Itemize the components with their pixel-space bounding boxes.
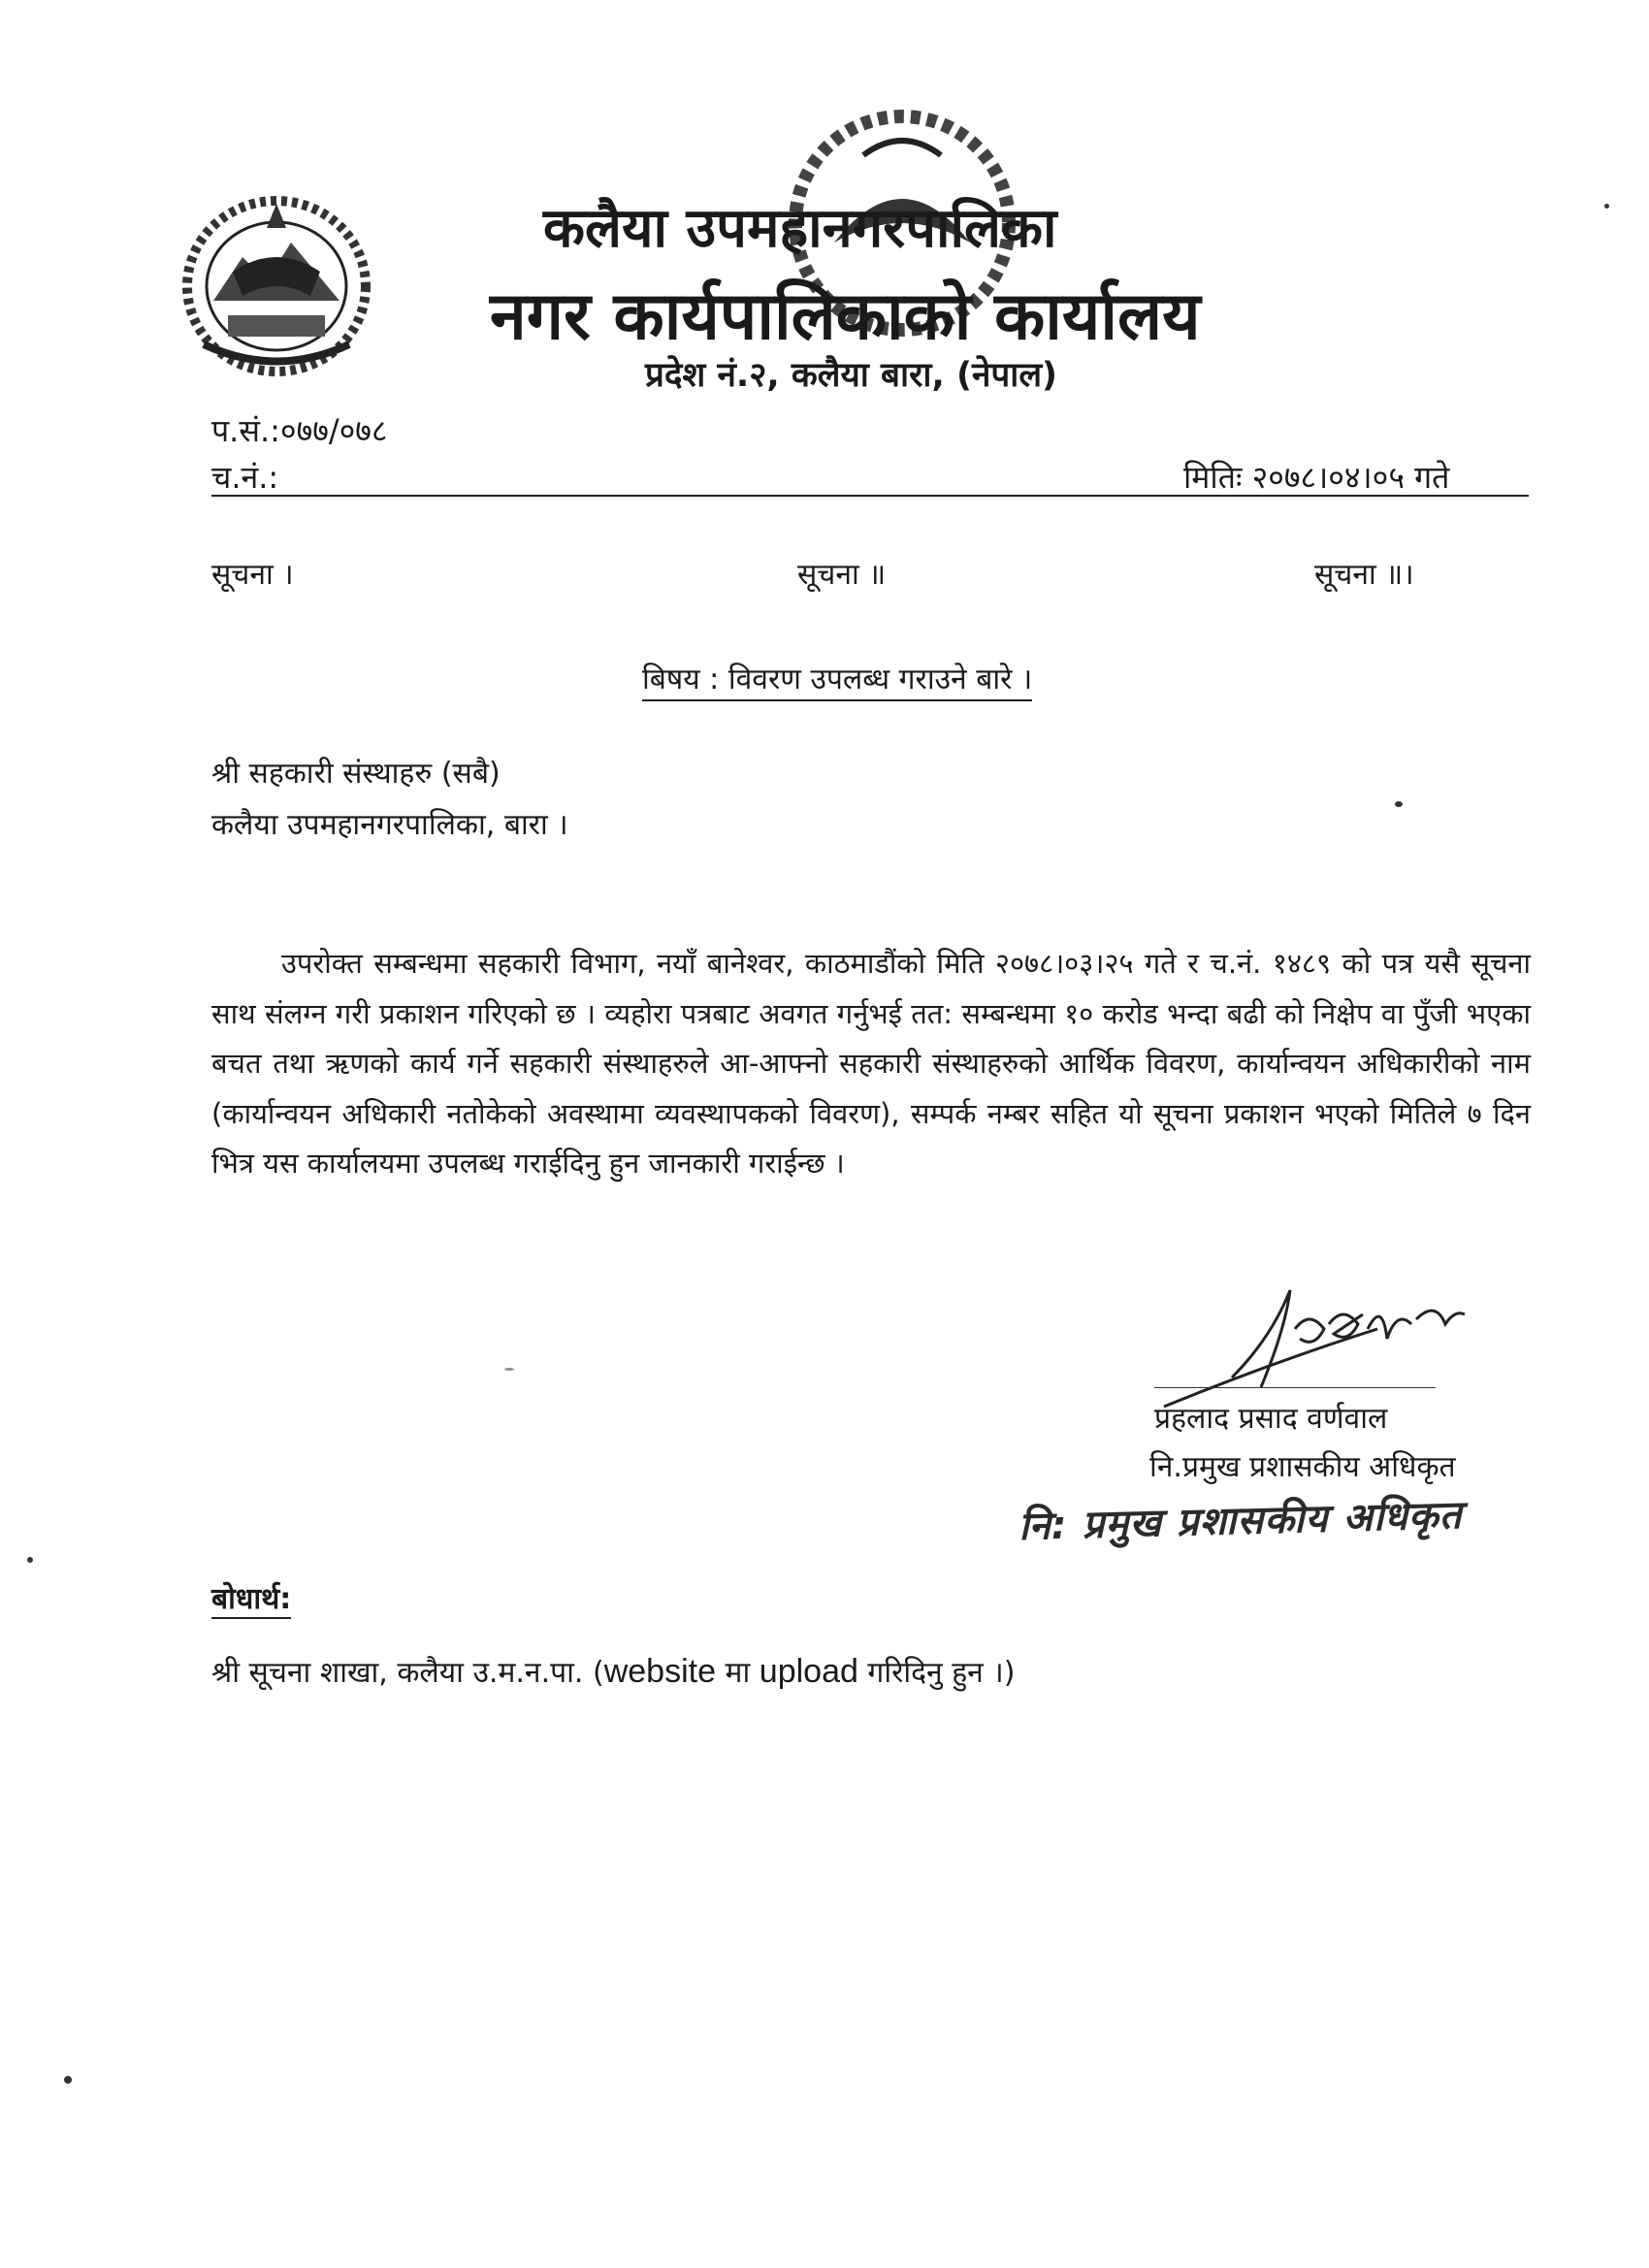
recipient-line-1: श्री सहकारी संस्थाहरु (सबै) — [211, 757, 501, 791]
designation-stamp: नि: प्रमुख प्रशासकीय अधिकृत — [1018, 1493, 1464, 1549]
cc-recipient-line — [211, 1651, 1015, 1691]
cc-mid: मा — [715, 1656, 760, 1690]
header-divider — [211, 495, 1529, 497]
notice-label-1: सूचना । — [211, 558, 294, 592]
cc-prefix: श्री सूचना शाखा, कलैया उ.म.न.पा. ( — [211, 1656, 604, 1690]
cc-suffix: गरिदिनु हुन ।) — [857, 1656, 1016, 1690]
scan-speck — [27, 1557, 33, 1563]
scan-speck — [504, 1368, 514, 1371]
notice-label-2: सूचना ॥ — [797, 558, 887, 592]
signer-name: प्रहलाद प्रसाद वर्णवाल — [1154, 1402, 1388, 1436]
municipality-heading: कलैया उपमहानगरपालिका — [543, 197, 1057, 260]
letter-subject: बिषय : विवरण उपलब्ध गराउने बारे । — [642, 658, 1032, 701]
letter-number: प.सं.:०७७/०७८ — [211, 412, 388, 449]
signer-designation: नि.प्रमुख प्रशासकीय अधिकृत — [1149, 1450, 1456, 1484]
cc-upload-word: upload — [759, 1653, 858, 1690]
handwritten-signature — [1154, 1271, 1484, 1416]
cc-website-word: website — [603, 1653, 716, 1690]
letter-date: मितिः २०७८।०४।०५ गते — [1183, 459, 1450, 496]
office-address: प्रदेश नं.२, कलैया बारा, (नेपाल) — [645, 356, 1058, 395]
nepal-emblem-icon — [175, 189, 378, 378]
letter-body: उपरोक्त सम्बन्धमा सहकारी विभाग, नयाँ बानेश्वर, काठमाडौंको मिति २०७८।०३।२५ गते र च.नं. १४८९ को पत्र यसै सूचना साथ संलग्न गरी प्रकाशन गरिएको छ । व्यहोरा पत्रबाट अवगत गर्नुभई तत: सम्बन्धमा १० करोड भन्दा बढी को निक्षेप वा पुँजी भएका बचत तथा ऋणको कार्य गर्ने सहकारी संस्थाहरुले आ-आफ्नो सहकारी संस्थाहरुको आर्थिक विवरण, कार्यान्वयन अधिकारीको नाम (कार्यान्वयन अधिकारी नतोकेको अवस्थामा व्यवस्थापकको विवरण), सम्पर्क नम्बर सहित यो सूचना प्रकाशन भएको मितिले ७ दिन भित्र यस कार्यालयमा उपलब्ध गराईदिनु हुन जानकारी गराईन्छ । — [211, 947, 1531, 1180]
signature-line — [1154, 1387, 1436, 1388]
scan-speck — [1395, 801, 1403, 807]
scan-speck — [64, 2076, 72, 2084]
recipient-line-2: कलैया उपमहानगरपालिका, बारा । — [211, 808, 568, 842]
notice-label-3: सूचना ॥। — [1314, 558, 1414, 592]
cc-heading: बोधार्थ: — [211, 1577, 291, 1619]
office-heading: नगर कार्यपालिकाको कार्यालय — [490, 278, 1201, 355]
scan-speck — [1604, 204, 1609, 209]
dispatch-number: च.नं.: — [211, 459, 279, 496]
